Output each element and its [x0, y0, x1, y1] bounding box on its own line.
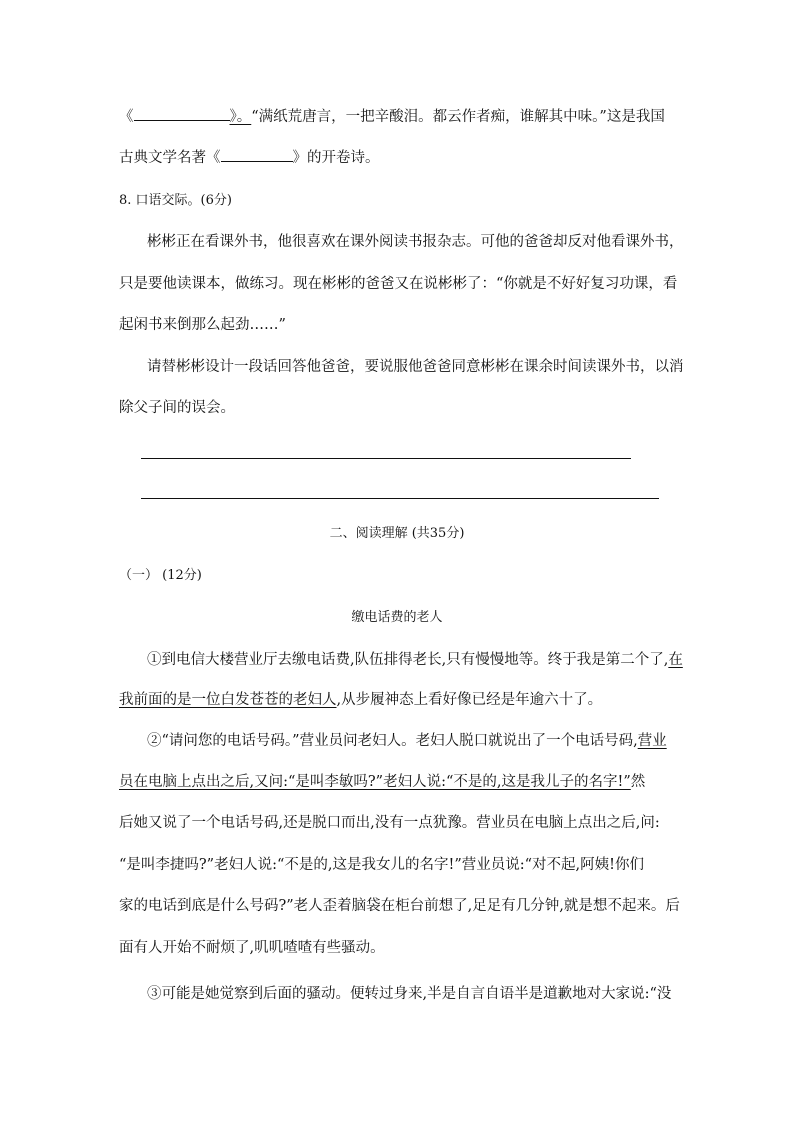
answer-line-2[interactable] [141, 498, 659, 499]
book-open-mark: 《 [119, 109, 134, 125]
poem-text: “满纸荒唐言，一把辛酸泪。都云作者痴，谁解其中味。”这是我国 [251, 109, 665, 125]
q8-paragraph-1-line-1: 彬彬正在看课外书，他很喜欢在课外阅读书报杂志。可他的爸爸却反对他看课外书， [147, 234, 684, 250]
section-2-title: 二、阅读理解 (共35分) [329, 526, 465, 541]
article-p1-line-2 [119, 690, 679, 710]
q8-paragraph-2-line-1: 请替彬彬设计一段话回答他爸爸，要说服他爸爸同意彬彬在课余时间读课外书，以消 [147, 359, 684, 375]
article-p1-underlined-phrase: 我前面的是一位白发苍苍的老妇人 [119, 692, 337, 708]
part-1-label: （一） (12分) [119, 568, 202, 583]
article-p2-text-cont: 然 [630, 774, 646, 790]
answer-blank-2[interactable] [221, 149, 293, 162]
book-close-mark: 》。 [229, 109, 252, 125]
q8-paragraph-1-line-2: 只是要他读课本，做练习。现在彬彬的爸爸又在说彬彬了：“你就是不好好复习功课，看 [119, 276, 678, 292]
classic-novel-prompt: 古典文学名著《 [119, 150, 221, 166]
article-p2-line-6: 面有人开始不耐烦了,叽叽喳喳有些骚动。 [119, 940, 385, 956]
article-p1-line-1 [147, 650, 707, 670]
article-p2-underlined-sentence: 员在电脑上点出之后,又问:“是叫李敏吗?”老妇人说:“不是的,这是我儿子的名字!” [119, 774, 631, 790]
q8-paragraph-2-line-2: 除父子间的误会。 [119, 400, 235, 416]
answer-line-1[interactable] [141, 458, 631, 459]
article-p1-text: ①到电信大楼营业厅去缴电话费,队伍排得老长,只有慢慢地等。终于我是第二个了, [147, 652, 669, 668]
article-p2-line-2 [119, 772, 679, 792]
article-p2-text: ②“请问您的电话号码。”营业员问老妇人。老妇人脱口就说出了一个电话号码, [147, 733, 638, 749]
answer-blank-1[interactable] [134, 108, 230, 121]
article-p2-line-1 [147, 731, 707, 751]
question-8-heading: 8. 口语交际。(6分) [119, 193, 232, 208]
article-p2-line-3: 后她又说了一个电话号码,还是脱口而出,没有一点犹豫。营业员在电脑上点出之后,问: [119, 815, 660, 831]
article-p2-underline-start: 营业 [637, 733, 667, 749]
article-p2-line-5: 家的电话到底是什么号码?”老人歪着脑袋在柜台前想了,足足有几分钟,就是想不起来。后 [119, 898, 680, 914]
q8-paragraph-1-line-3: 起闲书来倒那么起劲……” [119, 317, 286, 333]
article-p1-text-end: ,从步履神态上看好像已经是年逾六十了。 [336, 692, 603, 708]
article-p1-underline-start: 在 [668, 652, 683, 668]
article-p3-line-1: ③可能是她觉察到后面的骚动。便转过身来,半是自言自语半是道歉地对大家说:“没 [147, 986, 672, 1002]
fill-in-line-1 [119, 107, 679, 127]
fill-in-line-2 [119, 148, 679, 168]
prompt-end: 》的开卷诗。 [292, 150, 380, 166]
article-title: 缴电话费的老人 [351, 610, 443, 625]
article-p2-line-4: “是叫李捷吗?”老妇人说:“不是的,这是我女儿的名字!”营业员说:“对不起,阿姨!你们 [119, 857, 644, 873]
